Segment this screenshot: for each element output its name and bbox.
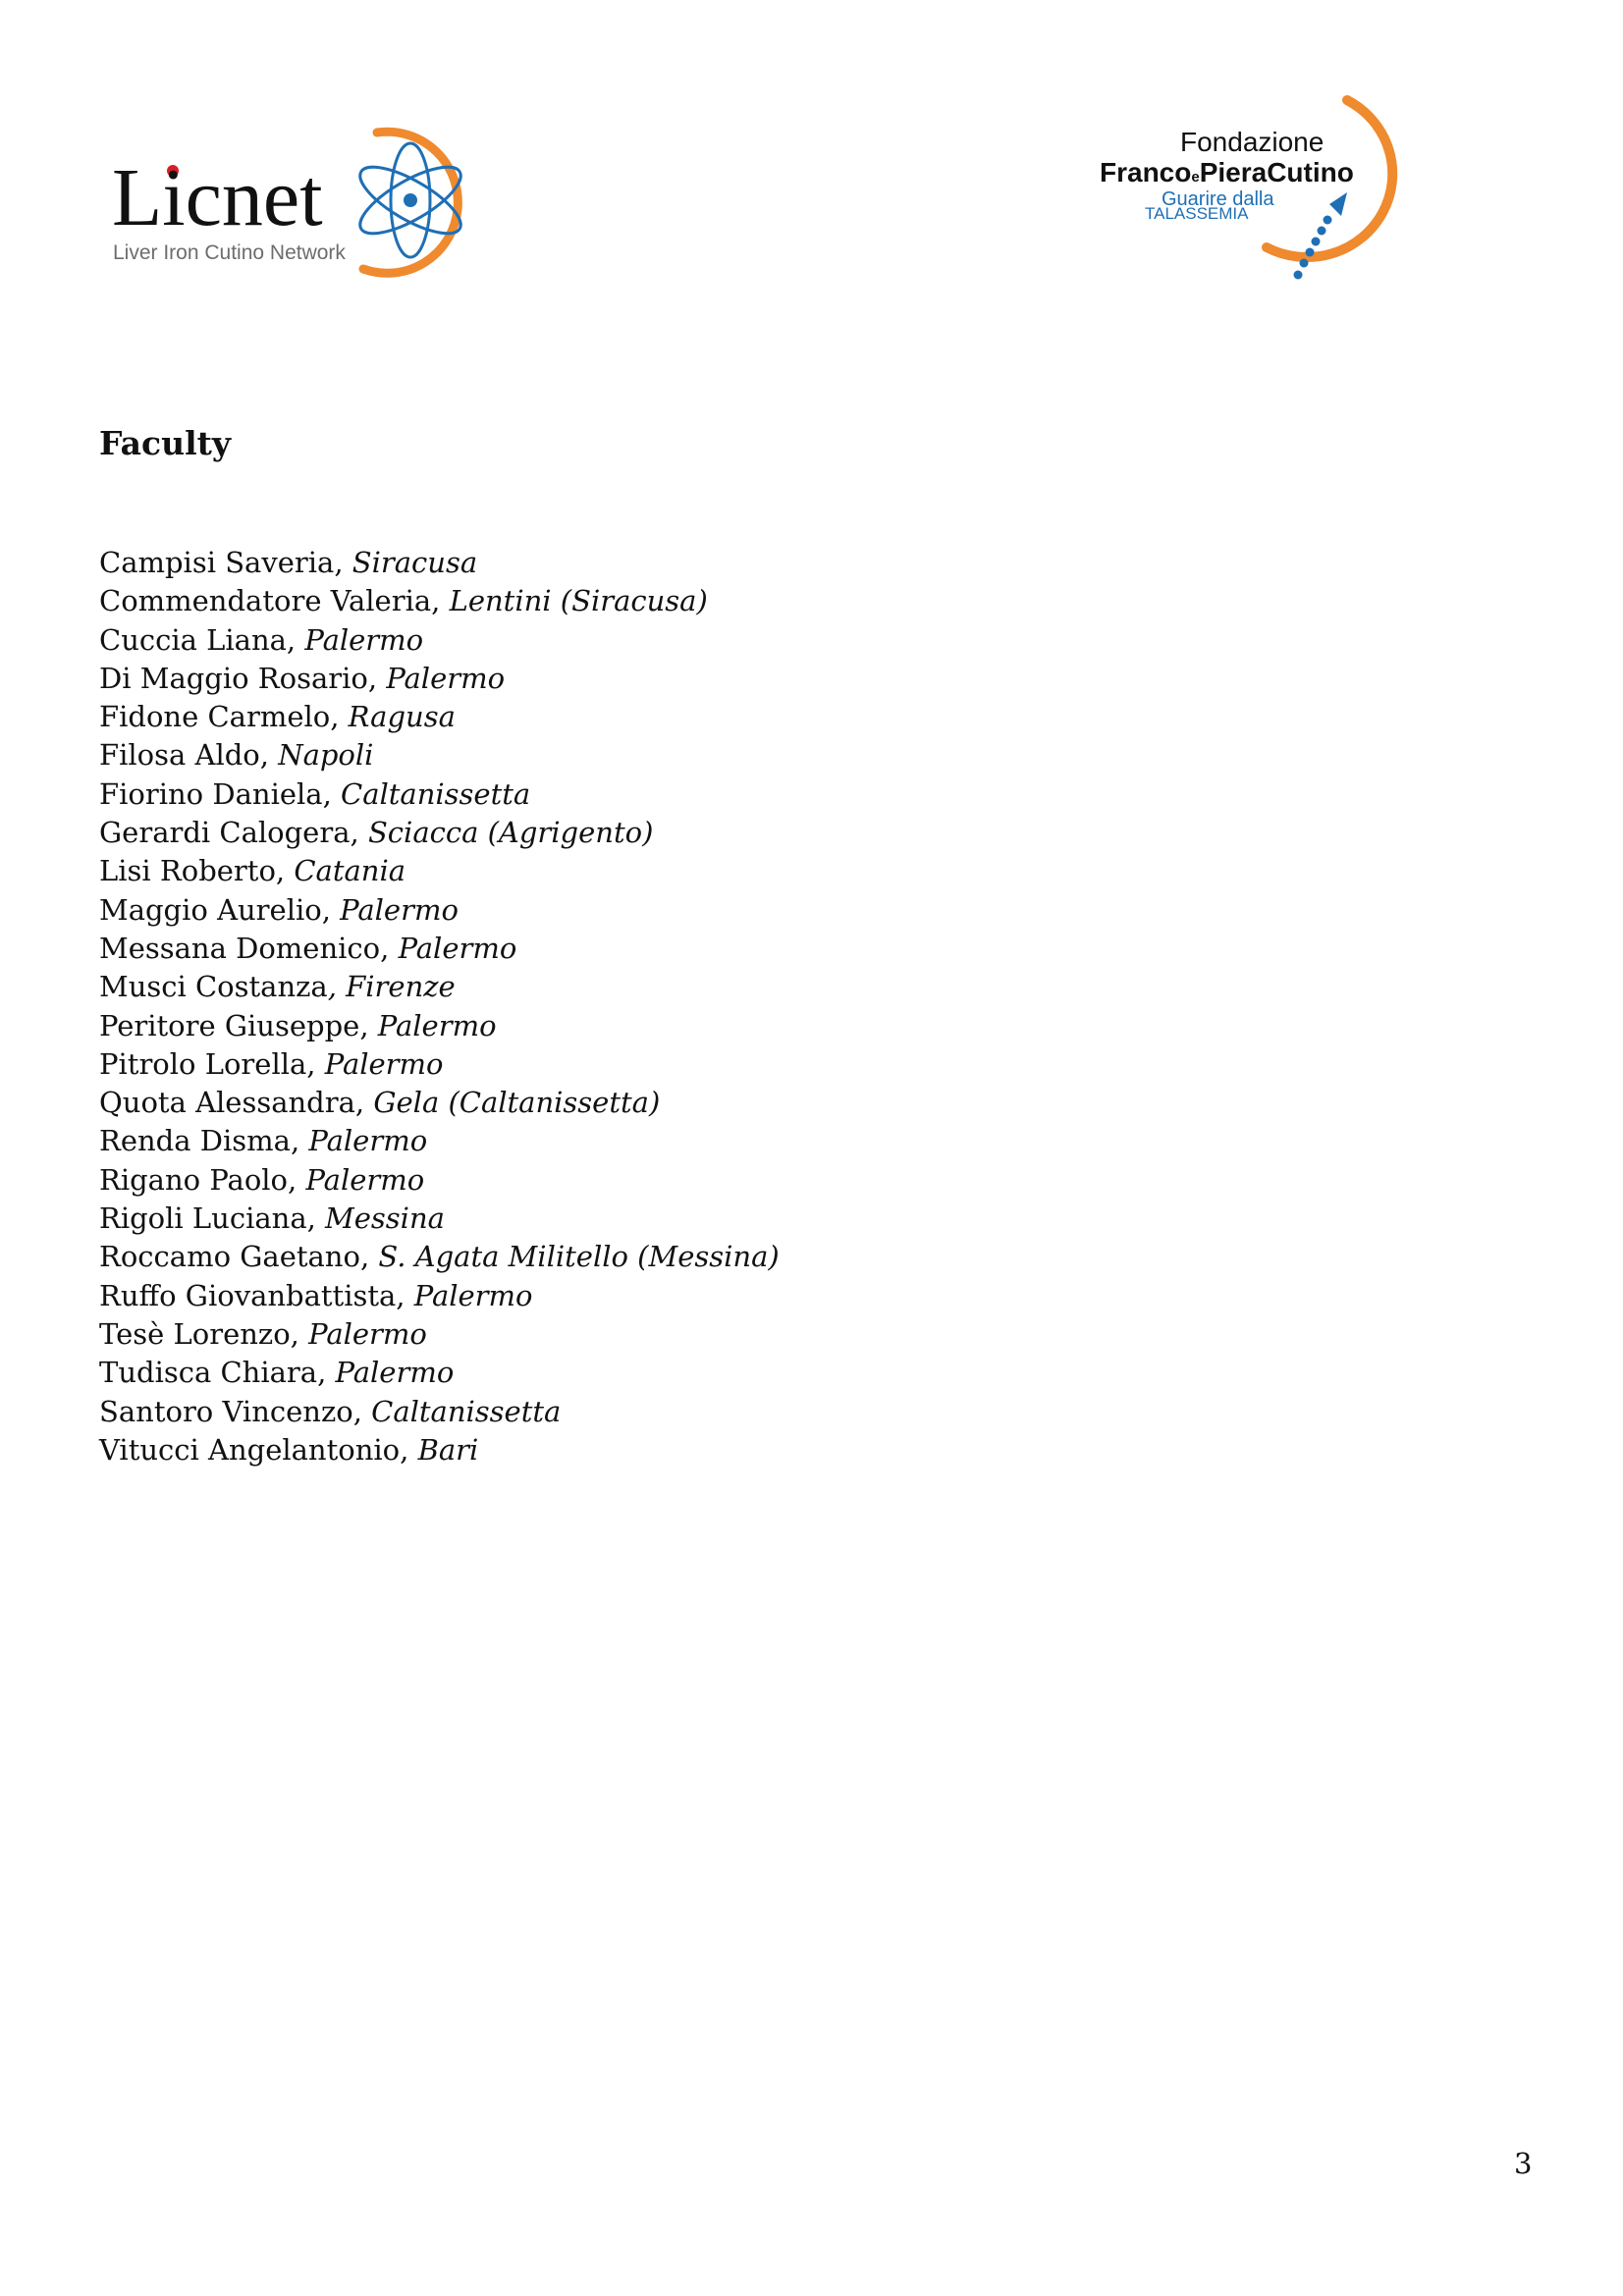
faculty-member: [99, 1431, 780, 1469]
faculty-member: [99, 544, 780, 582]
member-name: Renda Disma,: [99, 1124, 309, 1158]
faculty-member: [99, 1084, 780, 1122]
member-city: Bari: [417, 1432, 479, 1467]
member-name: Messana Domenico,: [99, 931, 399, 965]
member-name: Santoro Vincenzo,: [99, 1394, 372, 1428]
member-name: Roccamo Gaetano,: [99, 1240, 379, 1274]
member-city: Palermo: [335, 1356, 455, 1390]
licnet-wordmark: Licnet: [112, 152, 323, 243]
member-city: Palermo: [324, 1046, 444, 1081]
faculty-heading: Faculty: [99, 424, 232, 462]
faculty-member: [99, 968, 780, 1006]
member-city: Catania: [294, 854, 406, 888]
member-city: Caltanissetta: [371, 1394, 562, 1428]
licnet-logo: [106, 122, 499, 279]
faculty-member: [99, 1122, 780, 1160]
member-name: Tesè Lorenzo,: [99, 1316, 309, 1351]
faculty-member: [99, 1161, 780, 1200]
faculty-member: [99, 852, 780, 890]
member-name: Fidone Carmelo,: [99, 700, 349, 734]
fondazione-logo-graphic: [1090, 94, 1434, 295]
member-city: Palermo: [308, 1124, 428, 1158]
member-name: Peritore Giuseppe,: [99, 1008, 378, 1042]
faculty-member: [99, 891, 780, 930]
member-city: Palermo: [304, 622, 424, 657]
fondazione-tagline1: Guarire dalla: [1162, 188, 1274, 210]
member-name: Ruffo Giovanbattista,: [99, 1278, 414, 1312]
member-name: Tudisca Chiara,: [99, 1356, 336, 1390]
fondazione-franco: Franco: [1100, 157, 1192, 187]
member-city: Palermo: [340, 892, 459, 927]
faculty-member: [99, 1393, 780, 1431]
member-name: Maggio Aurelio,: [99, 892, 341, 927]
member-city: Ragusa: [348, 700, 456, 734]
faculty-member: [99, 930, 780, 968]
member-name: Cuccia Liana,: [99, 622, 305, 657]
faculty-member: [99, 660, 780, 698]
fondazione-piera-cutino: PieraCutino: [1199, 157, 1354, 187]
member-city: Siracusa: [352, 546, 478, 579]
faculty-member: [99, 698, 780, 736]
fondazione-e: e: [1191, 169, 1200, 186]
faculty-member: [99, 1238, 780, 1276]
faculty-list: [99, 544, 780, 1469]
fondazione-line1: Fondazione: [1180, 127, 1325, 157]
member-name: Musci Costanza: [99, 970, 328, 1004]
licnet-subtitle: Liver Iron Cutino Network: [113, 241, 346, 264]
faculty-member: [99, 775, 780, 814]
member-name: Campisi Saveria,: [99, 546, 352, 579]
fondazione-tagline2: TALASSEMIA: [1145, 204, 1249, 223]
faculty-member: [99, 621, 780, 660]
faculty-member: [99, 814, 780, 852]
member-name: Rigano Paolo,: [99, 1162, 306, 1197]
member-city: Messina: [325, 1201, 445, 1236]
member-name: Gerardi Calogera,: [99, 816, 368, 850]
member-city: Sciacca (Agrigento): [367, 816, 654, 850]
faculty-member: [99, 736, 780, 774]
faculty-member: [99, 1277, 780, 1315]
member-city: Palermo: [377, 1008, 497, 1042]
member-name: Commendatore Valeria,: [99, 584, 450, 618]
member-name: Lisi Roberto,: [99, 854, 295, 888]
member-name: Vitucci Angelantonio,: [99, 1432, 418, 1467]
faculty-member: [99, 1354, 780, 1392]
member-city: Gela (Caltanissetta): [373, 1086, 661, 1120]
member-city: , Firenze: [327, 970, 456, 1004]
member-city: Caltanissetta: [341, 776, 531, 811]
faculty-member: [99, 1200, 780, 1238]
member-name: Rigoli Luciana,: [99, 1201, 326, 1236]
member-name: Filosa Aldo,: [99, 738, 279, 773]
member-city: Palermo: [386, 661, 506, 695]
member-city: S. Agata Militello (Messina): [378, 1240, 780, 1274]
member-city: Palermo: [305, 1162, 425, 1197]
member-city: Napoli: [278, 738, 374, 773]
member-name: Fiorino Daniela,: [99, 776, 342, 811]
fondazione-cutino-logo: [1090, 94, 1434, 295]
faculty-member: [99, 582, 780, 620]
member-city: Lentini (Siracusa): [449, 584, 708, 618]
member-city: Palermo: [308, 1316, 427, 1351]
member-city: Palermo: [413, 1278, 533, 1312]
faculty-member: [99, 1315, 780, 1354]
faculty-member: [99, 1045, 780, 1084]
licnet-logo-graphic: [106, 122, 499, 279]
page-number: 3: [1514, 2147, 1533, 2180]
fondazione-line2: [1100, 157, 1354, 187]
member-city: Palermo: [398, 931, 517, 965]
member-name: Quota Alessandra,: [99, 1086, 374, 1120]
faculty-member: [99, 1007, 780, 1045]
member-name: Di Maggio Rosario,: [99, 661, 387, 695]
member-name: Pitrolo Lorella,: [99, 1046, 325, 1081]
